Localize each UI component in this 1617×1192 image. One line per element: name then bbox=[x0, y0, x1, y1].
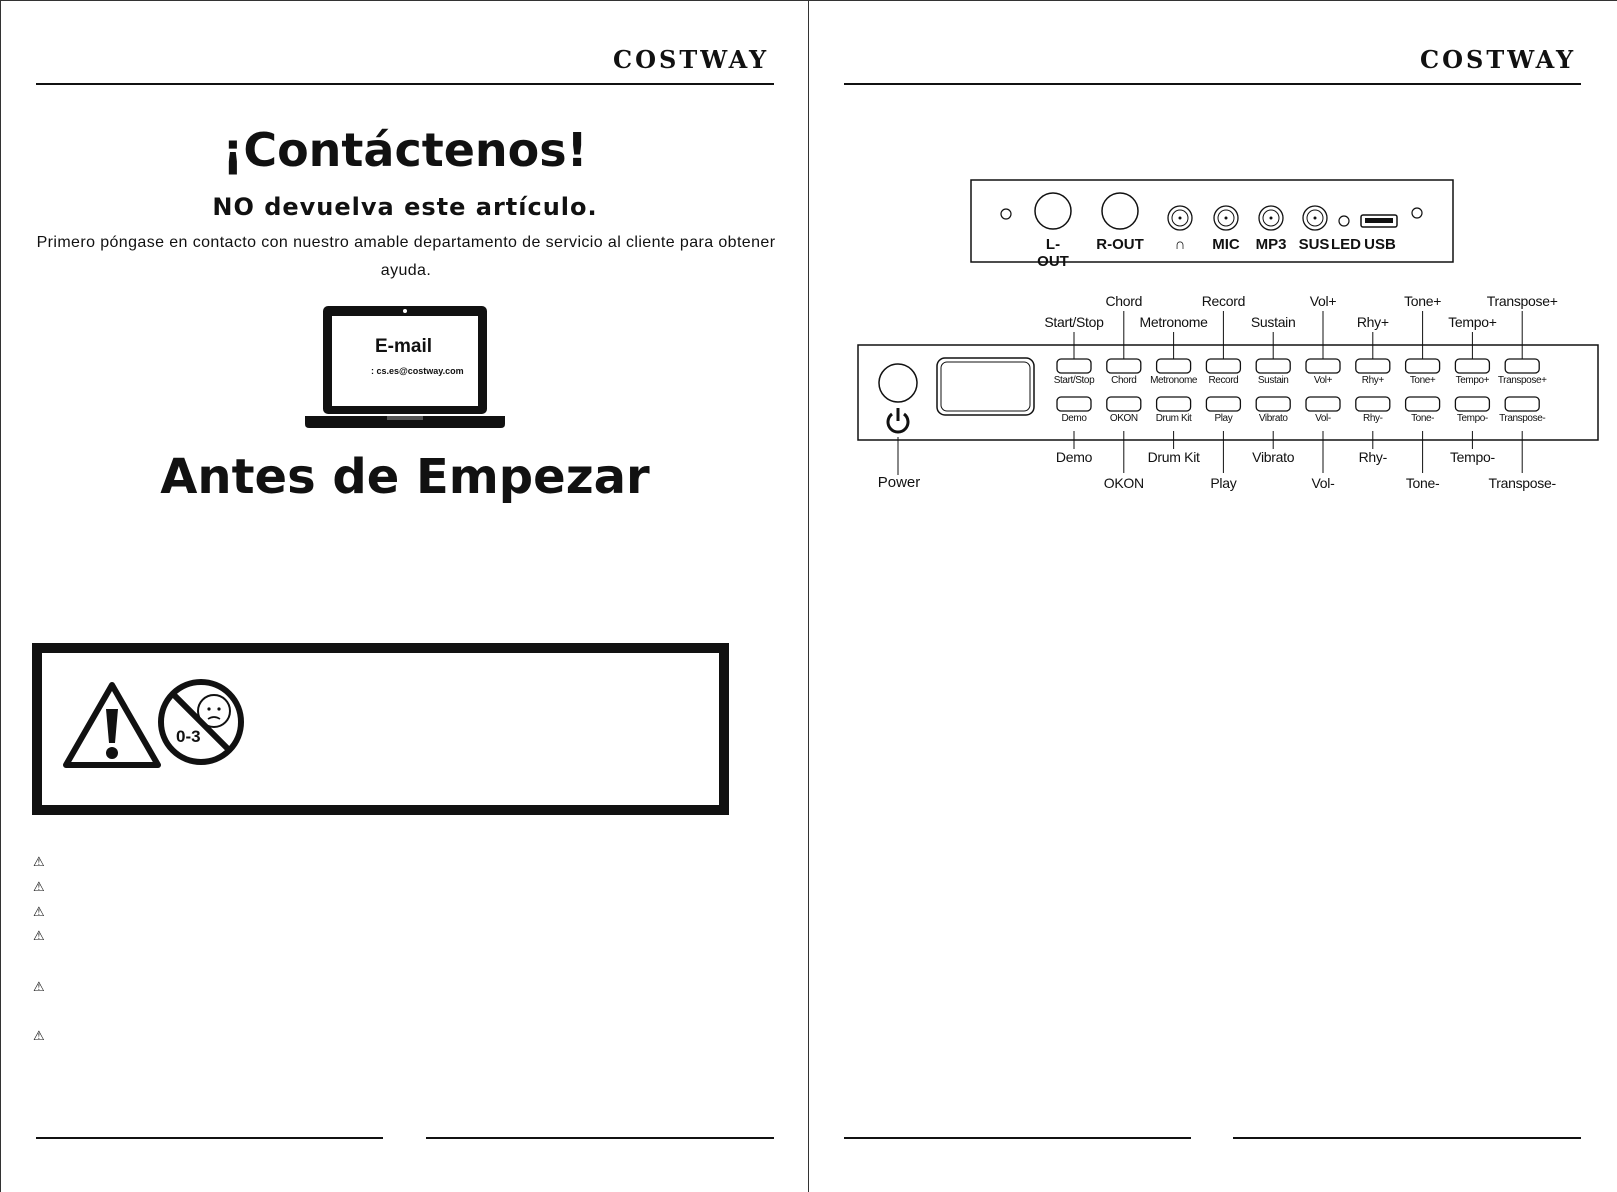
callout-top-vol-: Vol+ bbox=[1309, 293, 1337, 309]
warning-box bbox=[32, 643, 729, 815]
power-icon bbox=[888, 408, 908, 432]
button-label-top: Rhy+ bbox=[1361, 375, 1384, 386]
callout-top-tone-: Tone+ bbox=[1404, 293, 1442, 309]
button-5-top[interactable] bbox=[1306, 359, 1340, 373]
brand-logo: COSTWAY bbox=[1420, 45, 1577, 74]
button-6-bottom[interactable] bbox=[1356, 397, 1390, 411]
button-8-bottom[interactable] bbox=[1455, 397, 1489, 411]
button-label-bottom: Tempo- bbox=[1456, 413, 1488, 424]
button-label-bottom: Vol- bbox=[1315, 413, 1331, 424]
callout-bottom-tone-: Tone- bbox=[1405, 475, 1440, 491]
button-2-top[interactable] bbox=[1157, 359, 1191, 373]
email-address[interactable]: : cs.es@costway.com bbox=[371, 366, 464, 376]
button-label-bottom: Vibrato bbox=[1258, 413, 1288, 424]
no-return-heading: NO devuelva este artículo. bbox=[212, 193, 598, 221]
no-children-icon bbox=[156, 677, 246, 767]
button-0-bottom[interactable] bbox=[1057, 397, 1091, 411]
button-label-top: Transpose+ bbox=[1497, 375, 1547, 386]
button-3-top[interactable] bbox=[1206, 359, 1240, 373]
button-9-bottom[interactable] bbox=[1505, 397, 1539, 411]
callout-top-rhy-: Rhy+ bbox=[1356, 314, 1389, 330]
left-page bbox=[0, 0, 808, 1192]
callout-bottom-rhy-: Rhy- bbox=[1358, 449, 1387, 465]
power-label: Power bbox=[877, 474, 921, 491]
button-8-top[interactable] bbox=[1455, 359, 1489, 373]
button-7-bottom[interactable] bbox=[1406, 397, 1440, 411]
laptop-illustration bbox=[303, 304, 507, 430]
callout-bottom-play: Play bbox=[1210, 475, 1237, 491]
contact-heading: ¡Contáctenos! bbox=[222, 123, 588, 177]
button-label-top: Chord bbox=[1111, 375, 1137, 386]
age-badge: 0-3 bbox=[176, 727, 201, 746]
button-label-top: Tempo+ bbox=[1455, 375, 1490, 386]
button-5-bottom[interactable] bbox=[1306, 397, 1340, 411]
label-l-out: L-OUT bbox=[1037, 236, 1069, 270]
intro-text: Primero póngase en contacto con nuestro amable departamento de servicio al cliente para obtener ayuda. bbox=[36, 234, 776, 279]
button-label-top: Sustain bbox=[1257, 375, 1289, 386]
label-r-out: R-OUT bbox=[1096, 236, 1144, 253]
before-start-heading: Antes de Empezar bbox=[160, 449, 650, 505]
right-page bbox=[808, 0, 1617, 1192]
callout-top-chord: Chord bbox=[1105, 293, 1143, 309]
header-rule bbox=[36, 83, 774, 85]
callout-bottom-transpose-: Transpose- bbox=[1488, 475, 1556, 491]
button-label-top: Record bbox=[1208, 375, 1239, 386]
footer-rule-left bbox=[36, 1137, 383, 1139]
callout-top-transpose-: Transpose+ bbox=[1486, 293, 1558, 309]
button-label-bottom: Transpose- bbox=[1499, 413, 1546, 424]
callout-bottom-okon: OKON bbox=[1103, 475, 1144, 491]
warning-bullet-icon: ⚠ bbox=[33, 904, 45, 919]
button-label-top: Metronome bbox=[1150, 375, 1198, 386]
button-label-bottom: Rhy- bbox=[1363, 413, 1383, 424]
label-mic: MIC bbox=[1212, 236, 1240, 253]
button-label-top: Vol+ bbox=[1313, 375, 1333, 386]
button-6-top[interactable] bbox=[1356, 359, 1390, 373]
label-headphone: ∩ bbox=[1174, 236, 1186, 253]
button-2-bottom[interactable] bbox=[1157, 397, 1191, 411]
button-0-top[interactable] bbox=[1057, 359, 1091, 373]
warning-triangle-icon bbox=[62, 681, 162, 769]
button-label-bottom: Play bbox=[1214, 413, 1233, 424]
callout-bottom-vibrato: Vibrato bbox=[1252, 449, 1295, 465]
warning-bullet-icon: ⚠ bbox=[33, 928, 45, 943]
callout-top-metronome: Metronome bbox=[1139, 314, 1208, 330]
button-label-bottom: Tone- bbox=[1411, 413, 1435, 424]
button-label-top: Tone+ bbox=[1409, 375, 1436, 386]
email-label: E-mail bbox=[375, 336, 433, 357]
label-mp3: MP3 bbox=[1255, 236, 1287, 253]
button-3-bottom[interactable] bbox=[1206, 397, 1240, 411]
button-4-bottom[interactable] bbox=[1256, 397, 1290, 411]
footer-rule-right bbox=[1233, 1137, 1581, 1139]
button-7-top[interactable] bbox=[1406, 359, 1440, 373]
callout-bottom-drum-kit: Drum Kit bbox=[1147, 449, 1200, 465]
button-4-top[interactable] bbox=[1256, 359, 1290, 373]
label-sus: SUS bbox=[1298, 236, 1330, 253]
button-9-top[interactable] bbox=[1505, 359, 1539, 373]
warning-bullet-icon: ⚠ bbox=[33, 854, 45, 869]
callout-top-sustain: Sustain bbox=[1250, 314, 1296, 330]
callout-top-record: Record bbox=[1201, 293, 1246, 309]
button-1-top[interactable] bbox=[1107, 359, 1141, 373]
button-label-bottom: Demo bbox=[1061, 413, 1087, 424]
brand-logo: COSTWAY bbox=[613, 45, 770, 74]
callout-bottom-vol-: Vol- bbox=[1311, 475, 1335, 491]
label-led: LED bbox=[1331, 236, 1361, 253]
warning-bullet-icon: ⚠ bbox=[33, 1028, 45, 1043]
callout-bottom-demo: Demo bbox=[1055, 449, 1093, 465]
button-label-bottom: OKON bbox=[1109, 413, 1138, 424]
label-usb: USB bbox=[1364, 236, 1396, 253]
button-1-bottom[interactable] bbox=[1107, 397, 1141, 411]
callout-top-tempo-: Tempo+ bbox=[1448, 314, 1497, 330]
callout-bottom-tempo-: Tempo- bbox=[1449, 449, 1495, 465]
button-label-top: Start/Stop bbox=[1053, 375, 1095, 386]
footer-rule-left bbox=[844, 1137, 1191, 1139]
button-label-bottom: Drum Kit bbox=[1155, 413, 1192, 424]
warning-bullet-icon: ⚠ bbox=[33, 879, 45, 894]
callout-top-start-stop: Start/Stop bbox=[1044, 314, 1104, 330]
warning-bullet-icon: ⚠ bbox=[33, 979, 45, 994]
footer-rule-right bbox=[426, 1137, 774, 1139]
